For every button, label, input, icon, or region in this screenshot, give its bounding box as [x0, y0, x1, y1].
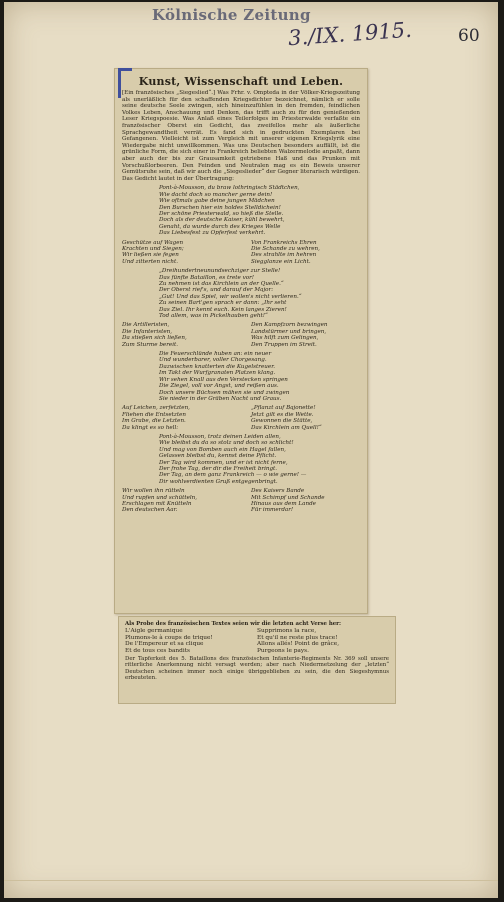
verse-line: Und mag von Bomben auch ein Hagel fallen,: [159, 446, 286, 453]
verse-line: Et de tous ces bandits: [125, 647, 191, 654]
verse-line: Pont-à-Mousson, du braw lothringisch Städtchen,: [159, 185, 300, 192]
verse-line: Der frohe Tag, der dir die Freiheit bringt.: [159, 465, 278, 472]
stanza-8: [122, 488, 360, 514]
verse-line: Jetzt gilt es die Wette.: [251, 411, 314, 418]
verse-line: Wie dacht doch so mancher gerne dein!: [159, 191, 273, 198]
verse-line: Des strahlte im hehren: [251, 252, 317, 259]
verse-line: „Dreihundertneunundsechziger zur Stelle!: [159, 268, 281, 275]
blue-pencil-mark: [118, 68, 121, 98]
verse-line: Der schöne Priesterwald, so hieß die Stelle.: [159, 210, 284, 217]
verse-line: Des Kaisers Bande: [251, 488, 305, 495]
refrain-left: [122, 488, 231, 514]
refrain-right: [237, 405, 360, 431]
verse-line: Der Oberst rief's, und darauf der Major:: [159, 287, 274, 294]
verse-line: Erschlagen mit Knütteln: [122, 501, 192, 507]
french-right: [257, 628, 389, 654]
verse-line: Purgeons le pays.: [257, 647, 309, 654]
french-verses: [125, 628, 389, 654]
verse-line: Die Schande zu wehren,: [251, 245, 320, 252]
stanza-7: [159, 434, 360, 485]
verse-line: Zu nehmen ist das Kirchlein an der Quelle.“: [159, 281, 284, 287]
verse-line: Den Burschen hier ein holdes Stelldichein!: [159, 204, 281, 211]
article-headline: Kunst, Wissenschaft und Leben.: [138, 75, 344, 88]
paper-edge: [4, 880, 498, 881]
verse-line: Und wunderbarer, voller Chorgesang.: [159, 357, 267, 364]
verse-line: Plumons-le à coups de trique!: [125, 634, 213, 641]
verse-line: Für immerdar!: [251, 507, 294, 514]
verse-line: Den Kampfzorn bezwingen: [251, 322, 328, 329]
verse-line: Die Ziegel, voll vor Angst, und reißen aus.: [159, 383, 279, 390]
verse-line: „Pflanzt auf Bajonette!: [251, 405, 316, 412]
verse-line: Wir sehen Knall aus den Verstecken springen: [159, 376, 288, 383]
verse-line: Das Ziel. Ihr kennt euch. Kein langes Zieren!: [159, 306, 287, 313]
verse-line: Im Takt der Wurfgranaten Platzen klang.: [159, 370, 276, 377]
verse-line: Dazwischen knatterten die Kugelstreuer.: [159, 363, 276, 370]
stanza-3: [159, 268, 360, 319]
blue-pencil-mark-top: [118, 68, 132, 71]
verse-line: Allons allés! Point de grâce,: [257, 641, 340, 648]
refrain-left: [122, 405, 231, 431]
verse-line: Was hilft zum Gelingen,: [251, 335, 319, 342]
verse-line: Doch als der deutsche Kaiser, kühl bewehrt,: [159, 217, 285, 224]
verse-line: Die Infanteristen,: [122, 328, 173, 335]
article-intro: [Ein französisches „Siegeslied“.] Was Frhr. v. Ompteda in der Völker-Kriegszeitung als unerläßlich für den schaffenden Kriegsdichter bezeichnet, nämlich er solle seine deutsche Seele zwingen, sich hineinzufühlen in den fremden, feindlichen Volkes Leben, Anschauung und Denken, das trifft auch zu für den genießenden Leser Kriegspoesie. Was Anlaß eines Teilerfolges im Priesterwalde verfaßte ein französischer Oberst ein Gedicht, das zweifellos mehr als äußerliche Sprachgewandtheit verrät. Es fand sich in gedruckten Exemplaren bei Gefangenen. Vielleicht ist zum Vergleich mit unserer eigenen Kriegslyrik eine Wiedergabe nicht unwillkommen. Was uns Deutschen besonders auffällt, ist die grünliche Form, die sich einer in Frankreich beliebten Walzermelodie anpaßt, dann aber auch der bis zur Grausamkeit getriebene Haß und das Prunken mit Vorschußlorbeeren. Den Feinden und Neutralen mag es ein Beweis unserer Gemütsruhe sein, daß wir auch die „Siegeslieder“ der Gegner literarisch würdigen. Das Gedicht lautet in der Übertragung:: [122, 90, 360, 182]
french-text-clipping: [118, 616, 396, 704]
verse-line: Krachten und Siegen;: [122, 245, 184, 252]
verse-line: Hinaus aus dem Lande: [251, 501, 316, 507]
verse-line: Den deutschen Aar.: [122, 507, 178, 514]
verse-line: Und rupfen und schütteln,: [122, 494, 198, 501]
verse-line: Dir wohlverdienten Gruß entgegenbringt.: [159, 478, 278, 485]
stanza-6: [122, 405, 360, 431]
verse-line: Doch unsere Büchsen mähen sie und zwingen: [159, 389, 290, 396]
verse-line: Das fünfte Bataillon, es trete vor!: [159, 274, 255, 281]
refrain-left: [122, 240, 231, 266]
refrain-right: [237, 488, 360, 514]
verse-line: L'Aigle germanique: [125, 628, 183, 635]
verse-line: Gelassen bleibst du, kennst deine Pflicht.: [159, 453, 277, 460]
page-number: 60: [458, 26, 480, 46]
verse-line: Im Grabe, die Letzten.: [122, 418, 186, 425]
verse-line: Fliehen die Entsetzten: [122, 411, 186, 418]
verse-line: Wie bleibst du da so stolz und doch so schlicht!: [159, 440, 294, 447]
verse-line: Geschütze auf Wagen: [122, 239, 184, 246]
verse-line: Die Feuerschlünde huben an: ein neuer: [159, 351, 272, 358]
stanza-4: [122, 322, 360, 348]
closing-paragraph: Der Tapferkeit des 5. Bataillons des französischen Infanterie-Regiments Nr. 369 soll unsere ritterliche Anerkennung nicht versagt werden; aber nach Niedermetzelung der „letzten“ Deutschen scheinen immer noch einige übriggeblieben zu sein, die den Siegeshymnus erbeuteten.: [125, 656, 389, 682]
verse-line: Das Liebesfest zu Opferfest verkehrt.: [159, 230, 266, 237]
verse-line: Von Frankreichs Ehren: [251, 239, 317, 246]
verse-line: Wir wollen ihn rütteln: [122, 488, 185, 495]
verse-line: Siegglanze ein Licht.: [251, 258, 311, 265]
verse-line: Das Kirchlein am Quell!“: [251, 424, 322, 431]
verse-line: Die Artilleristen,: [122, 322, 170, 329]
stanza-1: [159, 185, 360, 236]
verse-line: Gewonnen die Stätte,: [251, 418, 313, 425]
verse-line: Et qu'il ne reste plus trace!: [257, 634, 338, 641]
stanza-2: [122, 240, 360, 266]
verse-line: Wie oftmals gabe deine jungen Mädchen: [159, 198, 275, 205]
verse-line: „Gut! Und das Spiel, wir wollen's nicht verlieren.“: [159, 293, 302, 300]
refrain-right: [237, 240, 360, 266]
verse-line: Der Tag, an dem ganz Frankreich — o wie gerne! —: [159, 472, 307, 479]
verse-line: Da klingt es so hell:: [122, 424, 179, 431]
verse-line: Tod allem, was in Pickelhauben geht!“: [159, 313, 268, 320]
verse-line: Mit Schimpf und Schande: [251, 494, 325, 501]
french-sample-intro: Als Probe des französischen Textes seien wir die letzten acht Verse her:: [125, 621, 342, 627]
handwritten-date: 3./IX. 1915.: [287, 17, 413, 51]
article-clipping: [114, 68, 368, 614]
verse-line: Der Tag wird kommen, und er ist nicht ferne,: [159, 459, 288, 466]
verse-line: Supprimons la race,: [257, 628, 317, 635]
verse-line: Genaht, da wurde durch des Krieges Welle: [159, 223, 281, 230]
verse-line: Zu seinen Bart'gen sprach er dann: „Ihr seht: [159, 300, 287, 307]
refrain-right: [237, 322, 360, 348]
newspaper-masthead: Kölnische Zeitung: [152, 6, 311, 24]
verse-line: Zum Sturme bereit.: [122, 341, 179, 348]
french-left: [125, 628, 257, 654]
verse-line: Da stießen sich ließen,: [122, 335, 187, 342]
verse-line: Pont-à-Mousson, trotz deinen Leiden allen,: [159, 433, 281, 440]
stanza-5: [159, 351, 360, 402]
verse-line: De l'Empereur et sa clique: [125, 641, 204, 648]
verse-line: Sie nieder in der Gräben Nacht und Graus.: [159, 395, 282, 402]
verse-line: Den Truppen im Streit.: [251, 341, 317, 348]
refrain-left: [122, 322, 231, 348]
verse-line: Auf Leichen, zerfetzten,: [122, 405, 190, 412]
verse-line: Landstürmer und bringen,: [251, 328, 327, 335]
verse-line: Und zitterten nicht.: [122, 258, 178, 265]
verse-line: Wir ließen sie fegen: [122, 252, 179, 259]
